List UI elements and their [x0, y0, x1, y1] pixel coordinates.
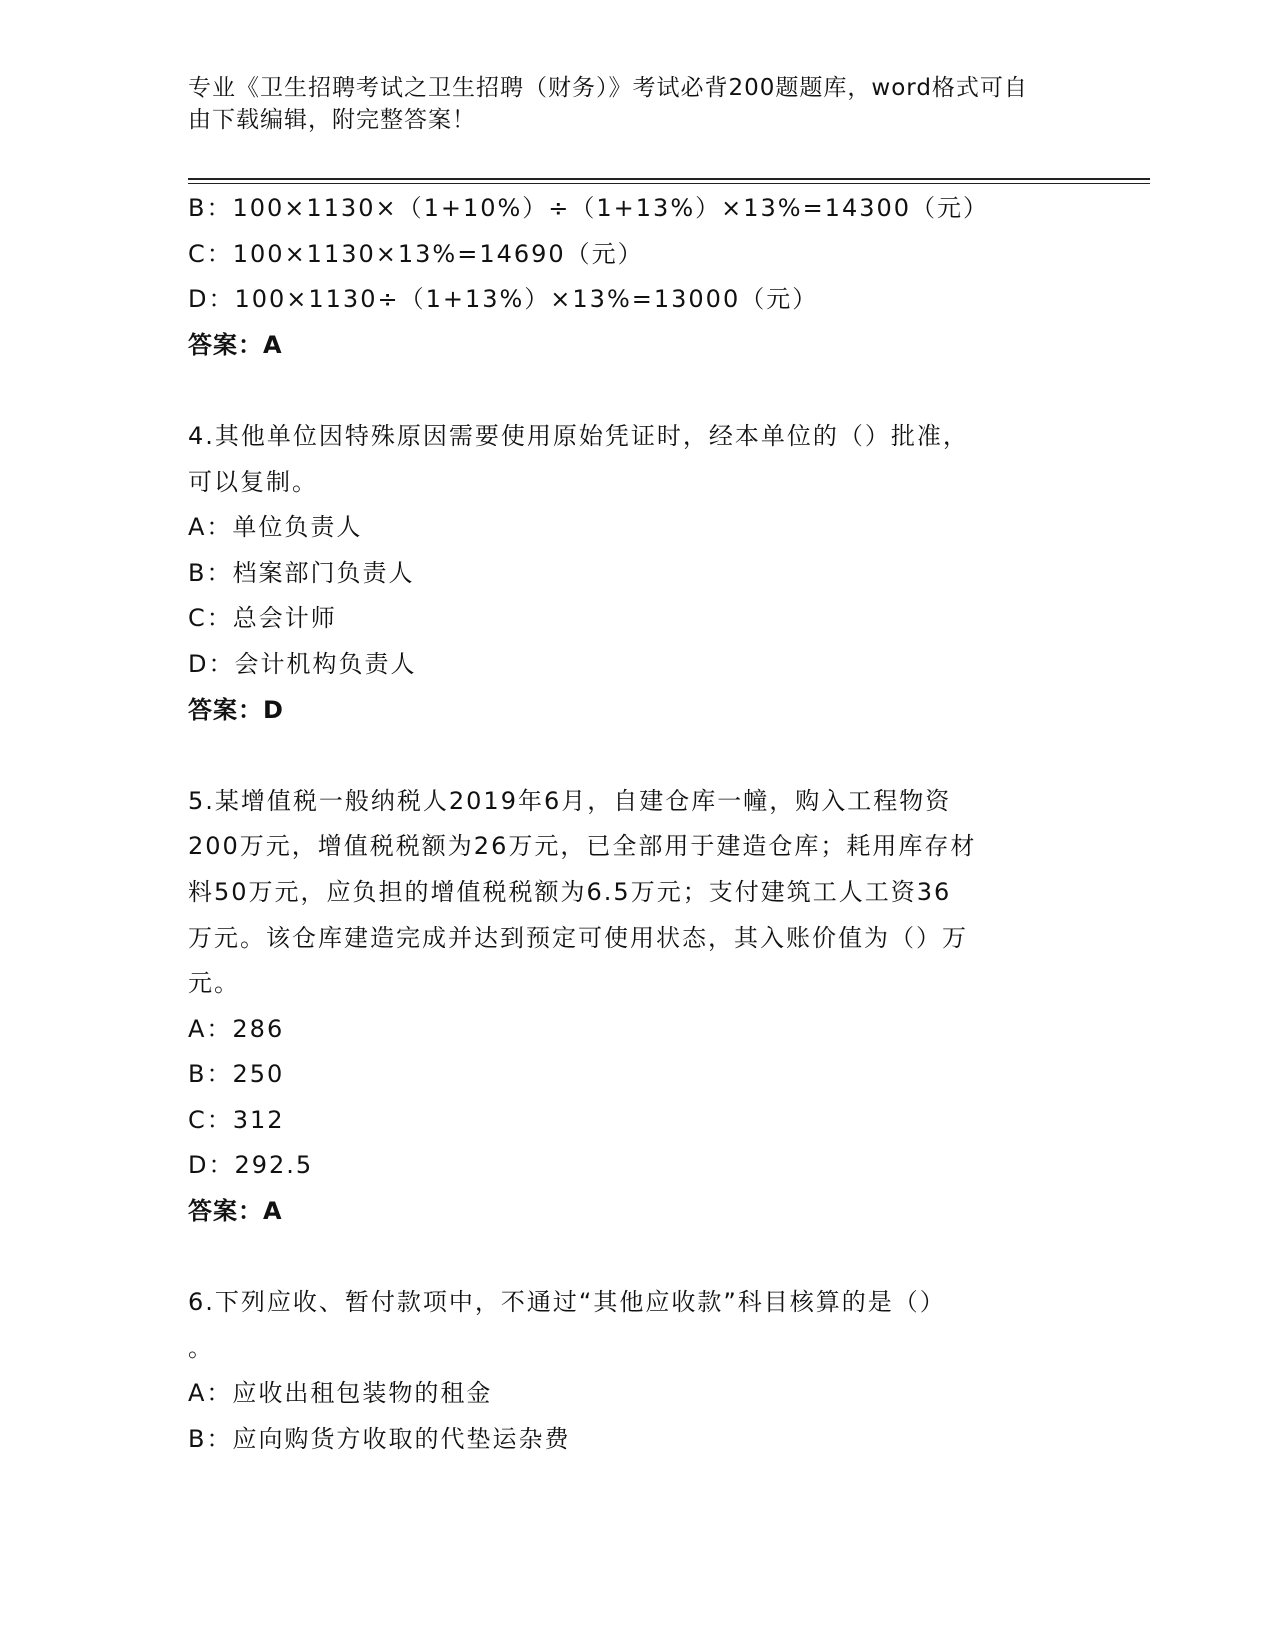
q6-option-b: B：应向购货方收取的代垫运杂费: [188, 1425, 571, 1454]
q3-option-b: B：100×1130×（1+10%）÷（1+13%）×13%=14300（元）: [188, 194, 990, 222]
q5-stem-line-4: 万元。该仓库建造完成并达到预定可使用状态，其入账价值为（）万: [188, 923, 968, 952]
q5-stem-line-3: 料50万元，应负担的增值税税额为6.5万元；支付建筑工人工资36: [188, 877, 952, 906]
q5-option-b: B：250: [188, 1060, 285, 1089]
q6-stem-line-1: 6.下列应收、暂付款项中，不通过“其他应收款”科目核算的是（）: [188, 1288, 946, 1317]
q4-stem-line-1: 4.其他单位因特殊原因需要使用原始凭证时，经本单位的（）批准，: [188, 421, 969, 450]
q4-option-c: C：总会计师: [188, 604, 337, 633]
q3-option-c: C：100×1130×13%=14690（元）: [188, 239, 644, 268]
q4-option-a: A：单位负责人: [188, 513, 363, 542]
question-5: [188, 779, 1068, 1235]
q5-option-c: C：312: [188, 1105, 285, 1134]
question-4: [188, 414, 1068, 733]
q5-answer: 答案：A: [188, 1197, 283, 1226]
spacer: [188, 1235, 1068, 1281]
header-line-2: 由下载编辑，附完整答案！: [188, 107, 476, 133]
q5-stem-line-5: 元。: [188, 969, 240, 998]
header-line-1: 专业《卫生招聘考试之卫生招聘（财务）》考试必背200题题库，word格式可自: [188, 75, 1028, 101]
question-3: [188, 186, 1068, 368]
q4-option-b: B：档案部门负责人: [188, 558, 415, 587]
q5-option-a: A：286: [188, 1014, 285, 1043]
q6-option-a: A：应收出租包装物的租金: [188, 1379, 493, 1408]
header-divider-thick: [188, 178, 1150, 180]
q4-answer: 答案：D: [188, 695, 284, 724]
q5-option-d: D：292.5: [188, 1151, 314, 1180]
spacer: [188, 368, 1068, 414]
question-6: [188, 1280, 1068, 1462]
q5-stem-line-1: 5.某增值税一般纳税人2019年6月，自建仓库一幢，购入工程物资: [188, 786, 952, 815]
q4-option-d: D：会计机构负责人: [188, 649, 417, 678]
document-body: [188, 186, 1068, 1463]
q6-stem-line-2: 。: [188, 1333, 214, 1362]
q3-option-d: D：100×1130÷（1+13%）×13%=13000（元）: [188, 285, 819, 314]
q4-stem-line-2: 可以复制。: [188, 467, 318, 496]
q5-stem-line-2: 200万元，增值税税额为26万元，已全部用于建造仓库；耗用库存材: [188, 832, 977, 861]
spacer: [188, 733, 1068, 779]
document-header: [188, 72, 1068, 136]
header-divider-thin: [188, 183, 1150, 184]
q3-answer: 答案：A: [188, 330, 283, 359]
